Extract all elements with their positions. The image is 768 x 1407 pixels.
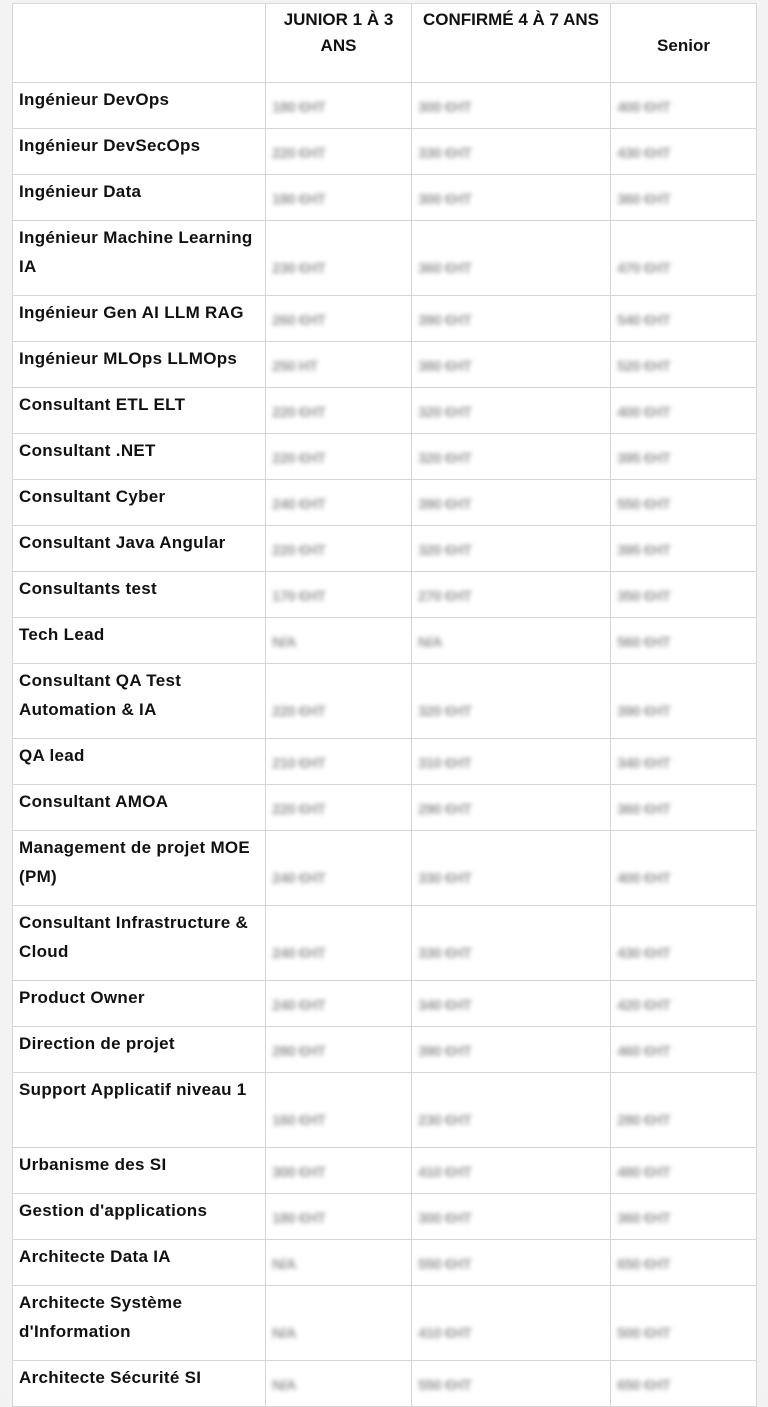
table-row [13, 1027, 757, 1073]
senior-rate-cell [611, 434, 757, 480]
confirme-rate: 330 €HT [418, 945, 472, 962]
junior-rate: 240 €HT [272, 945, 326, 962]
confirme-rate-cell [412, 221, 611, 296]
junior-rate-cell [266, 785, 412, 831]
confirme-rate-cell [412, 388, 611, 434]
confirme-rate-cell [412, 572, 611, 618]
confirme-rate-cell [412, 831, 611, 906]
junior-rate: 160 €HT [272, 1112, 326, 1129]
junior-rate-cell [266, 342, 412, 388]
junior-rate: N/A [272, 633, 297, 651]
senior-rate: 420 €HT [617, 996, 671, 1014]
junior-rate-cell [266, 129, 412, 175]
junior-rate: 280 €HT [272, 1042, 326, 1060]
senior-rate: 550 €HT [617, 495, 671, 513]
junior-rate: 240 €HT [272, 870, 326, 887]
role-cell: Consultant ETL ELT [13, 388, 266, 434]
junior-rate: 180 €HT [272, 1209, 326, 1227]
senior-rate-cell [611, 831, 757, 906]
confirme-rate-cell [412, 526, 611, 572]
confirme-rate: 390 €HT [418, 495, 472, 513]
junior-rate-cell [266, 1148, 412, 1194]
confirme-rate-cell [412, 785, 611, 831]
junior-rate-cell [266, 831, 412, 906]
table-row [13, 981, 757, 1027]
senior-rate-cell [611, 572, 757, 618]
confirme-rate: 300 €HT [418, 1209, 472, 1227]
header-junior: JUNIOR 1 À 3 ANS [266, 4, 412, 83]
junior-rate-cell [266, 175, 412, 221]
confirme-rate-cell [412, 83, 611, 129]
junior-rate-cell [266, 739, 412, 785]
table-row [13, 175, 757, 221]
role-cell: Direction de projet [13, 1027, 266, 1073]
junior-rate-cell [266, 1073, 412, 1148]
senior-rate-cell [611, 1240, 757, 1286]
senior-rate: 500 €HT [617, 1325, 671, 1342]
senior-rate: 650 €HT [617, 1376, 671, 1394]
role-cell: Consultant AMOA [13, 785, 266, 831]
confirme-rate: 550 €HT [418, 1376, 472, 1394]
table-row [13, 664, 757, 739]
junior-rate: 220 €HT [272, 449, 326, 467]
senior-rate-cell [611, 388, 757, 434]
confirme-rate-cell [412, 175, 611, 221]
senior-rate: 280 €HT [617, 1112, 671, 1129]
senior-rate-cell [611, 981, 757, 1027]
confirme-rate-cell [412, 1361, 611, 1407]
senior-rate: 360 €HT [617, 800, 671, 818]
confirme-rate: 330 €HT [418, 144, 472, 162]
senior-rate: 400 €HT [617, 98, 671, 116]
senior-rate-cell [611, 480, 757, 526]
confirme-rate-cell [412, 342, 611, 388]
junior-rate-cell [266, 664, 412, 739]
junior-rate-cell [266, 480, 412, 526]
senior-rate-cell [611, 342, 757, 388]
role-cell: Support Applicatif niveau 1 [13, 1073, 266, 1148]
role-cell: Consultant Java Angular [13, 526, 266, 572]
junior-rate-cell [266, 296, 412, 342]
junior-rate-cell [266, 434, 412, 480]
table-row [13, 129, 757, 175]
junior-rate-cell [266, 1361, 412, 1407]
junior-rate-cell [266, 221, 412, 296]
junior-rate-cell [266, 981, 412, 1027]
senior-rate-cell [611, 1361, 757, 1407]
role-cell: Consultant QA Test Automation & IA [13, 664, 266, 739]
table-row [13, 618, 757, 664]
senior-rate-cell [611, 526, 757, 572]
confirme-rate: 310 €HT [418, 754, 472, 772]
senior-rate-cell [611, 221, 757, 296]
confirme-rate: 380 €HT [418, 357, 472, 375]
confirme-rate-cell [412, 1240, 611, 1286]
role-cell: Ingénieur Data [13, 175, 266, 221]
confirme-rate-cell [412, 906, 611, 981]
senior-rate: 460 €HT [617, 1042, 671, 1060]
junior-rate-cell [266, 572, 412, 618]
junior-rate-cell [266, 618, 412, 664]
table-row [13, 1240, 757, 1286]
confirme-rate: 320 €HT [418, 403, 472, 421]
confirme-rate-cell [412, 296, 611, 342]
table-row [13, 526, 757, 572]
senior-rate: 650 €HT [617, 1255, 671, 1273]
table-row [13, 572, 757, 618]
role-cell: Consultant .NET [13, 434, 266, 480]
senior-rate: 340 €HT [617, 754, 671, 772]
table-row [13, 1148, 757, 1194]
confirme-rate-cell [412, 739, 611, 785]
junior-rate: 180 €HT [272, 190, 326, 208]
header-confirme: CONFIRMÉ 4 À 7 ANS [412, 4, 611, 83]
junior-rate-cell [266, 526, 412, 572]
confirme-rate: N/A [418, 633, 443, 651]
junior-rate: 260 €HT [272, 311, 326, 329]
confirme-rate: 340 €HT [418, 996, 472, 1014]
role-cell: Consultant Cyber [13, 480, 266, 526]
table-row [13, 831, 757, 906]
junior-rate: 250 HT [272, 357, 318, 375]
confirme-rate: 230 €HT [418, 1112, 472, 1129]
senior-rate: 470 €HT [617, 260, 671, 277]
senior-rate: 390 €HT [617, 703, 671, 720]
junior-rate: 240 €HT [272, 495, 326, 513]
senior-rate-cell [611, 1027, 757, 1073]
confirme-rate: 360 €HT [418, 260, 472, 277]
confirme-rate-cell [412, 434, 611, 480]
senior-rate-cell [611, 129, 757, 175]
confirme-rate: 290 €HT [418, 800, 472, 818]
junior-rate: 240 €HT [272, 996, 326, 1014]
role-cell: Product Owner [13, 981, 266, 1027]
confirme-rate: 270 €HT [418, 587, 472, 605]
table-row [13, 296, 757, 342]
junior-rate-cell [266, 1194, 412, 1240]
senior-rate-cell [611, 664, 757, 739]
table-row [13, 739, 757, 785]
header-row [13, 4, 757, 83]
senior-rate-cell [611, 739, 757, 785]
senior-rate-cell [611, 1073, 757, 1148]
rates-table [12, 3, 757, 1407]
senior-rate: 395 €HT [617, 541, 671, 559]
junior-rate-cell [266, 1027, 412, 1073]
table-row [13, 221, 757, 296]
table-row [13, 342, 757, 388]
senior-rate-cell [611, 1194, 757, 1240]
senior-rate: 350 €HT [617, 587, 671, 605]
junior-rate-cell [266, 1286, 412, 1361]
table-row [13, 1073, 757, 1148]
confirme-rate: 300 €HT [418, 190, 472, 208]
role-cell: Urbanisme des SI [13, 1148, 266, 1194]
senior-rate-cell [611, 296, 757, 342]
table-row [13, 906, 757, 981]
senior-rate: 395 €HT [617, 449, 671, 467]
senior-rate: 520 €HT [617, 357, 671, 375]
senior-rate: 540 €HT [617, 311, 671, 329]
senior-rate-cell [611, 1148, 757, 1194]
junior-rate: 180 €HT [272, 98, 326, 116]
junior-rate-cell [266, 388, 412, 434]
confirme-rate: 390 €HT [418, 311, 472, 329]
confirme-rate: 320 €HT [418, 449, 472, 467]
table-row [13, 785, 757, 831]
confirme-rate-cell [412, 618, 611, 664]
senior-rate-cell [611, 175, 757, 221]
senior-rate: 480 €HT [617, 1163, 671, 1181]
table-row [13, 388, 757, 434]
confirme-rate: 320 €HT [418, 541, 472, 559]
senior-rate: 430 €HT [617, 144, 671, 162]
junior-rate: 220 €HT [272, 703, 326, 720]
confirme-rate-cell [412, 1286, 611, 1361]
role-cell: Architecte Data IA [13, 1240, 266, 1286]
confirme-rate-cell [412, 1073, 611, 1148]
role-cell: Ingénieur Machine Learning IA [13, 221, 266, 296]
junior-rate: 220 €HT [272, 541, 326, 559]
confirme-rate: 550 €HT [418, 1255, 472, 1273]
table-row [13, 1361, 757, 1407]
junior-rate-cell [266, 83, 412, 129]
confirme-rate-cell [412, 1027, 611, 1073]
role-cell: Consultant Infrastructure & Cloud [13, 906, 266, 981]
role-cell: Ingénieur DevSecOps [13, 129, 266, 175]
junior-rate: 170 €HT [272, 587, 326, 605]
junior-rate: 220 €HT [272, 144, 326, 162]
junior-rate: 230 €HT [272, 260, 326, 277]
confirme-rate: 330 €HT [418, 870, 472, 887]
role-cell: Tech Lead [13, 618, 266, 664]
role-cell: Consultants test [13, 572, 266, 618]
table-row [13, 434, 757, 480]
senior-rate-cell [611, 1286, 757, 1361]
confirme-rate: 320 €HT [418, 703, 472, 720]
confirme-rate-cell [412, 1194, 611, 1240]
junior-rate: 220 €HT [272, 403, 326, 421]
confirme-rate: 300 €HT [418, 98, 472, 116]
junior-rate-cell [266, 906, 412, 981]
senior-rate-cell [611, 618, 757, 664]
role-cell: QA lead [13, 739, 266, 785]
junior-rate: 300 €HT [272, 1163, 326, 1181]
confirme-rate-cell [412, 664, 611, 739]
confirme-rate-cell [412, 1148, 611, 1194]
header-role [13, 4, 266, 83]
confirme-rate: 410 €HT [418, 1325, 472, 1342]
confirme-rate-cell [412, 981, 611, 1027]
junior-rate: 220 €HT [272, 800, 326, 818]
senior-rate: 360 €HT [617, 190, 671, 208]
senior-rate-cell [611, 83, 757, 129]
confirme-rate-cell [412, 480, 611, 526]
senior-rate-cell [611, 785, 757, 831]
senior-rate: 400 €HT [617, 870, 671, 887]
role-cell: Architecte Système d'Information [13, 1286, 266, 1361]
junior-rate: N/A [272, 1376, 297, 1394]
senior-rate: 430 €HT [617, 945, 671, 962]
senior-rate: 360 €HT [617, 1209, 671, 1227]
table-row [13, 83, 757, 129]
role-cell: Management de projet MOE (PM) [13, 831, 266, 906]
role-cell: Architecte Sécurité SI [13, 1361, 266, 1407]
table-row [13, 480, 757, 526]
senior-rate: 560 €HT [617, 633, 671, 651]
junior-rate: N/A [272, 1325, 297, 1342]
senior-rate-cell [611, 906, 757, 981]
table-row [13, 1194, 757, 1240]
confirme-rate: 390 €HT [418, 1042, 472, 1060]
junior-rate-cell [266, 1240, 412, 1286]
confirme-rate: 410 €HT [418, 1163, 472, 1181]
role-cell: Ingénieur Gen AI LLM RAG [13, 296, 266, 342]
table-row [13, 1286, 757, 1361]
role-cell: Ingénieur DevOps [13, 83, 266, 129]
role-cell: Gestion d'applications [13, 1194, 266, 1240]
junior-rate: N/A [272, 1255, 297, 1273]
header-senior: Senior [611, 4, 757, 83]
senior-rate: 400 €HT [617, 403, 671, 421]
junior-rate: 210 €HT [272, 754, 326, 772]
confirme-rate-cell [412, 129, 611, 175]
role-cell: Ingénieur MLOps LLMOps [13, 342, 266, 388]
